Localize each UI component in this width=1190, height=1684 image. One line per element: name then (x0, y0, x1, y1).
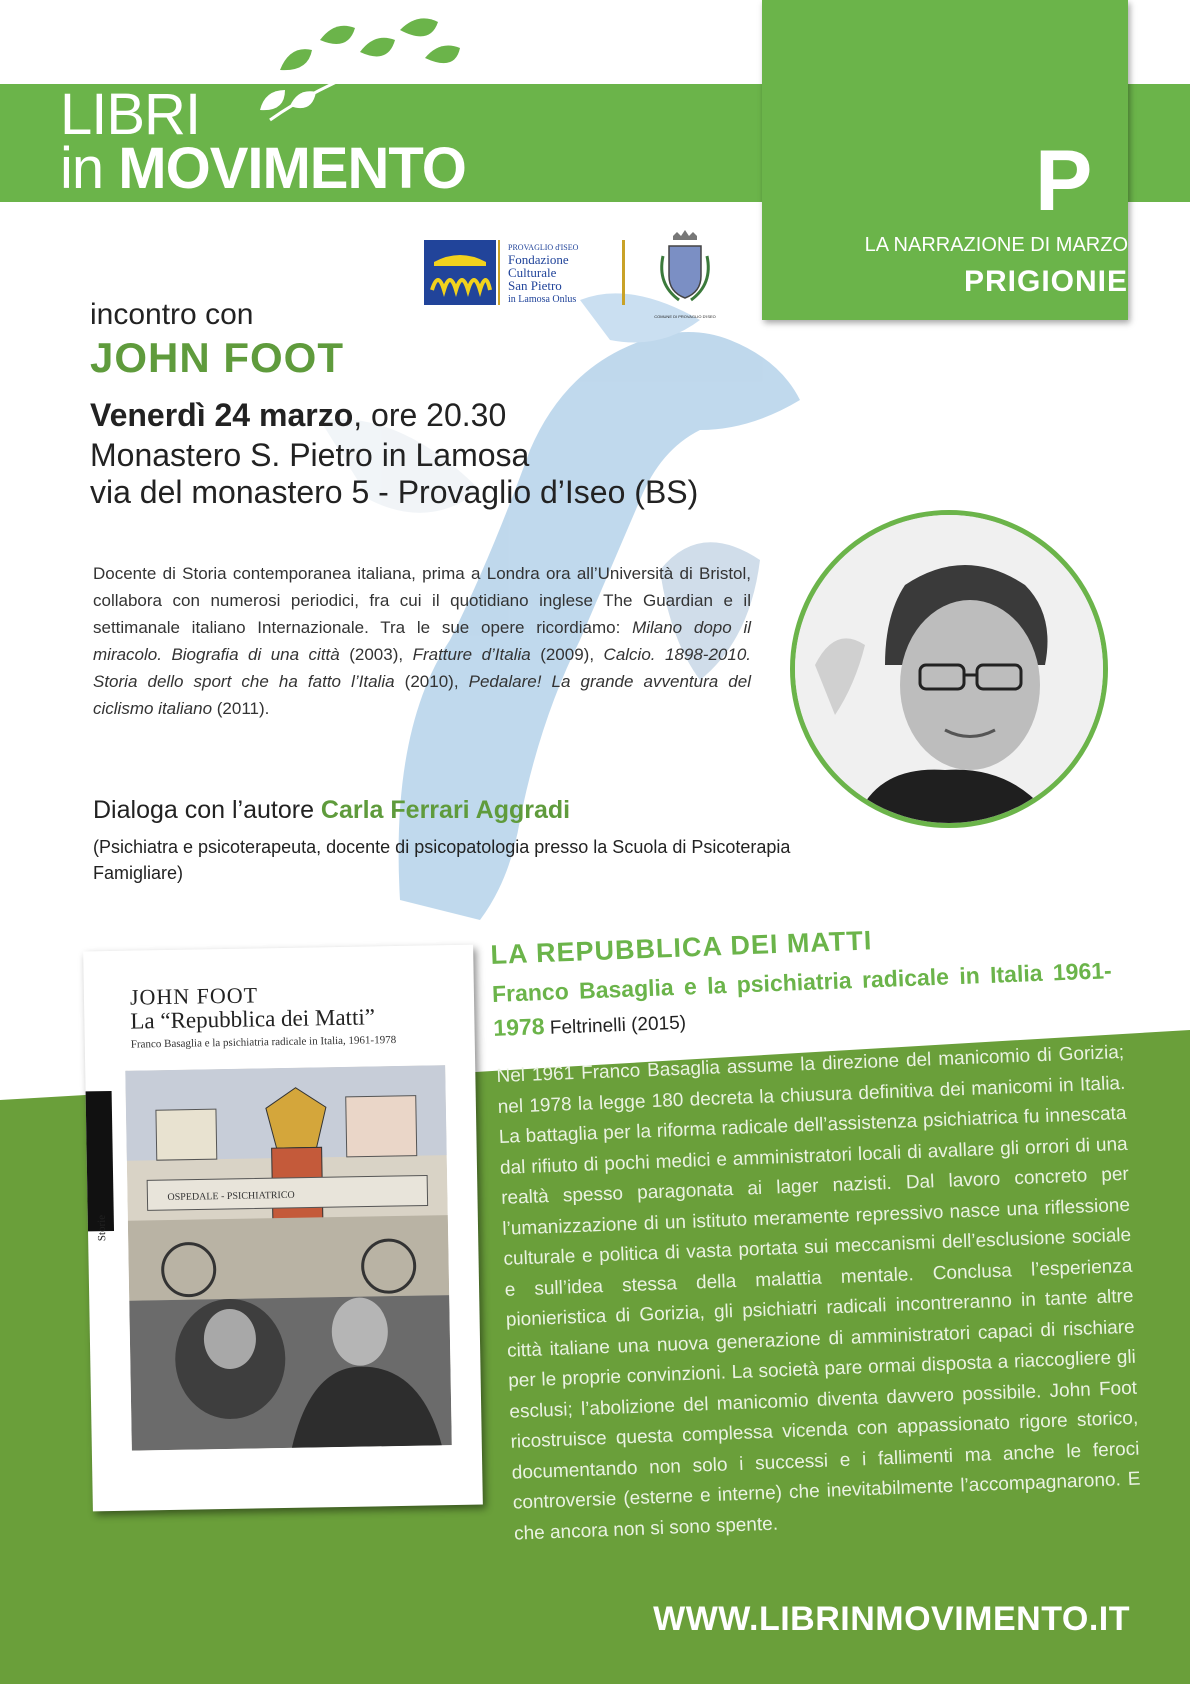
logo-text-movimento-word: MOVIMENTO (118, 136, 466, 201)
theme-month-label: LA NARRAZIONE DI MARZO (864, 234, 1128, 256)
fondazione-line-3: Culturale (508, 265, 557, 280)
cover-subtitle: Franco Basaglia e la psichiatria radicale in Italia, 1961-1978 (130, 1033, 397, 1051)
author-portrait-image (795, 515, 1103, 823)
fondazione-logo (424, 240, 630, 305)
cover-sign: OSPEDALE - PSICHIATRICO (167, 1189, 295, 1204)
bio-year-3: (2010), (394, 672, 469, 691)
bio-work-2: Fratture d’Italia (412, 645, 531, 664)
logo-text-libri: LIBRI (60, 82, 201, 147)
intro-text: incontro con (90, 298, 254, 331)
cover-illustration (125, 1065, 452, 1451)
dialog-line (93, 796, 570, 825)
bio-year-4: (2011). (212, 699, 270, 718)
bio-year-2: (2009), (530, 645, 604, 664)
author-portrait (790, 510, 1108, 828)
cover-series-label: Storie (95, 1214, 109, 1242)
dialog-prefix: Dialoga con l’autore (93, 796, 321, 824)
event-venue: Monastero S. Pietro in Lamosa (90, 437, 530, 473)
bio-work-1: Milano dopo il miracolo. Biografia di una città (93, 618, 752, 664)
comune-crest-logo (653, 226, 717, 322)
dialog-author-name: Carla Ferrari Aggradi (320, 796, 571, 824)
leaves-icon (250, 10, 500, 130)
logo-text-movimento (60, 136, 466, 201)
book-subtitle-text: Franco Basaglia e la psichiatria radicale in Italia 1961-1978 (491, 957, 1113, 1041)
event-date-bold: Venerdì 24 marzo (90, 397, 354, 433)
event-time: , ore 20.30 (353, 397, 507, 433)
cover-author: JOHN FOOT (129, 982, 259, 1010)
bio-text: Docente di Storia contemporanea italiana, prima a Londra ora all’Università di Bristol, collabora con numerosi periodici, fra cui il quotidiano inglese The Guardian e il settimanale italiano Internazionale. Tra le sue opere ricordiamo: (93, 564, 751, 637)
bio-year-1: (2003), (339, 645, 413, 664)
fondazione-line-1: PROVAGLIO d'ISEO (508, 243, 579, 252)
theme-letter: P (1035, 133, 1093, 229)
cover-black-bar (86, 1091, 114, 1231)
website-link[interactable]: WWW.LIBRINMOVIMENTO.IT (653, 1600, 1130, 1638)
bio-work-4: Pedalare! La grande avventura del ciclismo italiano (93, 672, 751, 718)
event-date (90, 397, 506, 434)
fondazione-line-4: San Pietro (508, 278, 562, 293)
cover-title: La “Repubblica dei Matti” (130, 1004, 376, 1034)
bio-work-3: Calcio. 1898-2010. Storia dello sport che ha fatto l’Italia (93, 645, 752, 691)
book-publisher: Feltrinelli (2015) (544, 1012, 687, 1039)
event-address: via del monastero 5 - Provaglio d’Iseo (BS) (90, 474, 699, 510)
author-name: JOHN FOOT (90, 334, 345, 381)
book-title: LA REPUBBLICA DEI MATTI (490, 925, 873, 970)
fondazione-line-2: Fondazione (508, 252, 569, 267)
author-bio (93, 560, 751, 722)
book-synopsis: Nel 1961 Franco Basaglia assume la direzione del manicomio di Gorizia; nel 1978 la legge 180 decreta la chiusura definitiva dei manicomi in Italia. La battaglia per la riforma radicale dell’assistenza psichiatrica fu innescata dal rifiuto di pochi medici e amministratori locali di avallare gli orrori di una realtà spesso paragonata ai lager nazisti. Dal lavoro concreto per l’umanizzazione di un istituto meramente repressivo nasce una riflessione culturale e politica di vasta portata sui meccanismi dell’esclusione sociale e sull’idea stessa della malattia mentale. Conclusa l’esperienza pionieristica di Gorizia, gli psichiatri radicali incontreranno in tante altre città italiane una nuova generazione di amministratori capaci di rischiare per le proprie convinzioni. La società pare ormai disposta a riaccogliere gli esclusi; l’abolizione del manicomio diventa davvero possibile. John Foot ricostruisce questa complessa vicenda con appassionato rigore storico, documentando non solo i successi e i fallimenti ma anche le feroci controversie (esterne e interne) che inevitabilmente l’accompagnarono. E che ancora non si sono spente. (496, 1041, 1141, 1545)
theme-title: PRIGIONIE (963, 265, 1128, 298)
dialog-note: (Psichiatra e psicoterapeuta, docente di psicopatologia presso la Scuola di Psicoterapia Famigliare) (93, 837, 791, 883)
fondazione-line-5: in Lamosa Onlus (508, 294, 577, 305)
logo-text-in: in (60, 136, 119, 201)
book-cover (83, 945, 483, 1512)
comune-label: COMUNE DI PROVAGLIO D'ISEO (654, 314, 716, 319)
